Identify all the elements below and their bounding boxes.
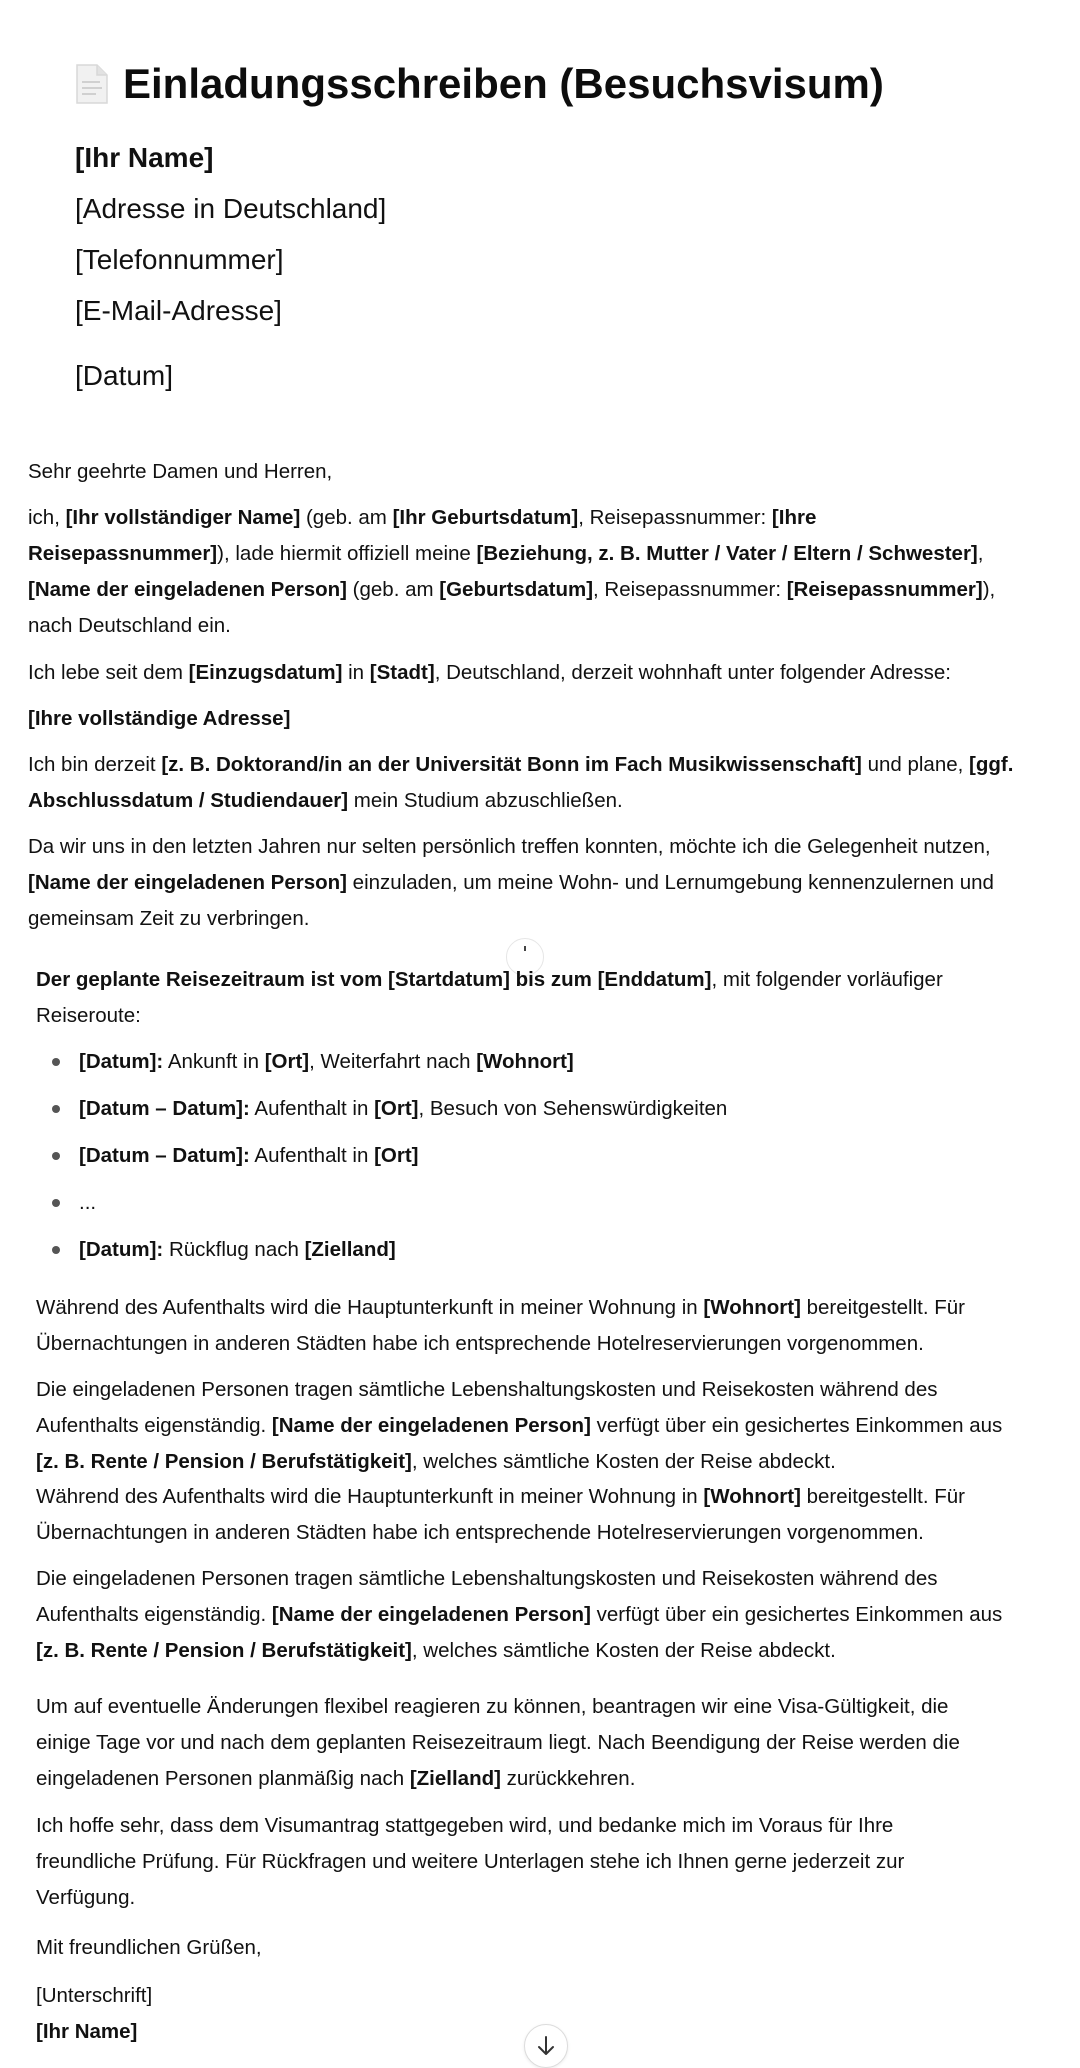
text-line: Der geplante Reisezeitraum ist vom [Startdatum] bis zum [Enddatum], mit folgender vorläufiger (36, 968, 943, 991)
list-item: ... (79, 1191, 97, 1214)
text-line: Abschlussdatum / Studiendauer] mein Studium abzuschließen. (28, 789, 623, 812)
text-line: Um auf eventuelle Änderungen flexibel reagieren zu können, beantragen wir eine Visa-Gültigkeit, die (36, 1695, 949, 1718)
text-line: freundliche Prüfung. Für Rückfragen und weitere Unterlagen stehe ich Ihnen gerne jederzeit zur (36, 1850, 905, 1873)
closing: Mit freundlichen Grüßen, (36, 1936, 262, 1959)
list-item: [Datum]: Rückflug nach [Zielland] (79, 1238, 396, 1261)
signature: [Unterschrift] (36, 1984, 153, 2007)
text-line: gemeinsam Zeit zu verbringen. (28, 907, 310, 930)
bullet-dot (52, 1152, 60, 1160)
list-item: [Datum – Datum]: Aufenthalt in [Ort], Besuch von Sehenswürdigkeiten (79, 1097, 728, 1120)
text-line: Ich bin derzeit [z. B. Doktorand/in an der Universität Bonn im Fach Musikwissenschaft] und plane, [ggf. (28, 753, 1014, 776)
text-line: [Name der eingeladenen Person] einzuladen, um meine Wohn- und Lernumgebung kennenzulernen und (28, 871, 994, 894)
signature-name: [Ihr Name] (36, 2020, 138, 2043)
text-line: Reiseroute: (36, 1004, 141, 1027)
list-item: [Datum]: Ankunft in [Ort], Weiterfahrt nach [Wohnort] (79, 1050, 574, 1073)
page-title (75, 54, 1065, 114)
header-phone: [Telefonnummer] (75, 244, 284, 275)
text-line: Ich hoffe sehr, dass dem Visumantrag stattgegeben wird, und bedanke mich im Voraus für Ihre (36, 1814, 894, 1837)
paragraph-residence: Ich lebe seit dem [Einzugsdatum] in [Stadt], Deutschland, derzeit wohnhaft unter folgender Adresse: (28, 661, 951, 684)
text-line: Die eingeladenen Personen tragen sämtliche Lebenshaltungskosten und Reisekosten während des (36, 1378, 938, 1401)
salutation: Sehr geehrte Damen und Herren, (28, 460, 333, 483)
bullet-dot (52, 1058, 60, 1066)
text-line: Verfügung. (36, 1886, 136, 1909)
text-line: Aufenthalts eigenständig. [Name der eingeladenen Person] verfügt über ein gesichertes Einkommen aus (36, 1603, 1003, 1626)
text-line: [z. B. Rente / Pension / Berufstätigkeit], welches sämtliche Kosten der Reise abdeckt. (36, 1639, 836, 1662)
arrow-down-icon (536, 2035, 556, 2057)
text-line: einige Tage vor und nach dem geplanten Reisezeitraum liegt. Nach Beendigung der Reise werden die (36, 1731, 960, 1754)
text-line: Übernachtungen in anderen Städten habe ich entsprechende Hotelreservierungen vorgenommen. (36, 1521, 924, 1544)
header-date: [Datum] (75, 360, 174, 391)
document-icon (75, 63, 109, 105)
text-line: Übernachtungen in anderen Städten habe ich entsprechende Hotelreservierungen vorgenommen. (36, 1332, 924, 1355)
bullet-dot (52, 1199, 60, 1207)
text-line: eingeladenen Personen planmäßig nach [Zielland] zurückkehren. (36, 1767, 636, 1790)
text-line: Reisepassnummer]), lade hiermit offiziell meine [Beziehung, z. B. Mutter / Vater / Eltern / Schwester], (28, 542, 984, 565)
text-line: Während des Aufenthalts wird die Hauptunterkunft in meiner Wohnung in [Wohnort] bereitgestellt. Für (36, 1296, 966, 1319)
header-name: [Ihr Name] (75, 142, 214, 173)
text-line: nach Deutschland ein. (28, 614, 231, 637)
text-line: [z. B. Rente / Pension / Berufstätigkeit], welches sämtliche Kosten der Reise abdeckt. (36, 1450, 836, 1473)
text-line: ich, [Ihr vollständiger Name] (geb. am [Ihr Geburtsdatum], Reisepassnummer: [Ihre (28, 506, 817, 529)
bullet-dot (52, 1105, 60, 1113)
bullet-dot (52, 1246, 60, 1254)
text-line: [Name der eingeladenen Person] (geb. am [Geburtsdatum], Reisepassnummer: [Reisepassnummer]), (28, 578, 996, 601)
header-address: [Adresse in Deutschland] (75, 193, 387, 224)
text-line: Da wir uns in den letzten Jahren nur selten persönlich treffen konnten, möchte ich die Gelegenheit nutzen, (28, 835, 991, 858)
paragraph-address: [Ihre vollständige Adresse] (28, 707, 291, 730)
list-item: [Datum – Datum]: Aufenthalt in [Ort] (79, 1144, 419, 1167)
title-text: Einladungsschreiben (Besuchsvisum) (123, 60, 884, 107)
scroll-down-button[interactable] (524, 2024, 568, 2068)
header-email: [E-Mail-Adresse] (75, 295, 282, 326)
text-line: Die eingeladenen Personen tragen sämtliche Lebenshaltungskosten und Reisekosten während des (36, 1567, 938, 1590)
text-line: Aufenthalts eigenständig. [Name der eingeladenen Person] verfügt über ein gesichertes Einkommen aus (36, 1414, 1003, 1437)
text-line: Während des Aufenthalts wird die Hauptunterkunft in meiner Wohnung in [Wohnort] bereitgestellt. Für (36, 1485, 966, 1508)
